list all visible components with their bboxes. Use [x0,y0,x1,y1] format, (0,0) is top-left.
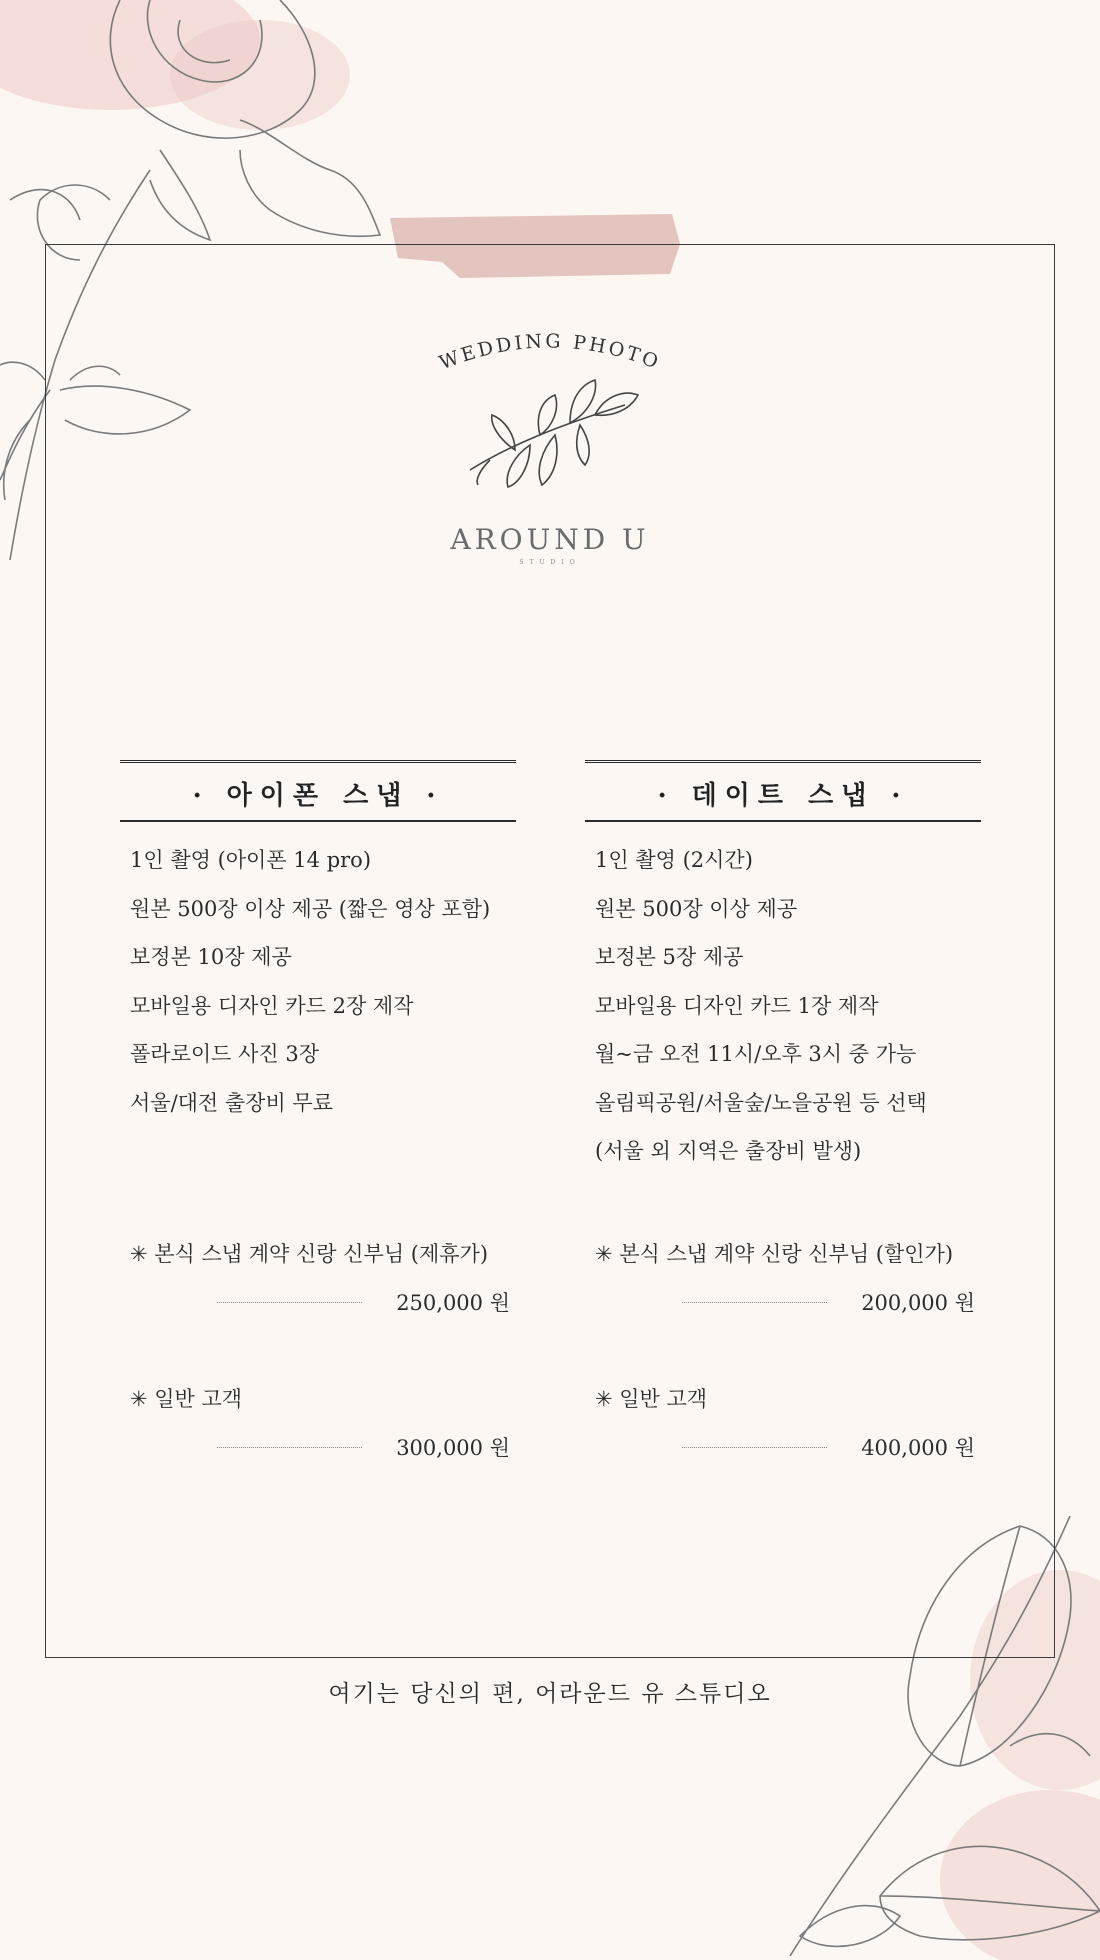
list-item: 월~금 오전 11시/오후 3시 중 가능 [595,1042,917,1066]
price-label: ✳ 일반 고객 [595,1387,708,1411]
list-item: (서울 외 지역은 출장비 발생) [595,1139,862,1163]
branch-icon [470,380,638,487]
iphone-price-general [120,1376,516,1472]
list-item: 1인 촬영 (아이폰 14 pro) [130,848,372,872]
logo-arc-text: WEDDING PHOTO [436,330,664,375]
price-label: ✳ 본식 스냅 계약 신랑 신부님 (제휴가) [130,1242,489,1266]
date-snap-column [585,760,981,1176]
brand-name: AROUND U [450,523,650,556]
list-item: 모바일용 디자인 카드 1장 제작 [595,993,879,1018]
list-item: 보정본 5장 제공 [595,945,744,969]
price-label: ✳ 일반 고객 [130,1387,243,1411]
iphone-snap-title: · 아이폰 스냅 · [120,760,516,822]
list-item: 모바일용 디자인 카드 2장 제작 [130,993,414,1018]
date-price-partner [585,1231,981,1327]
price-value: 400,000 원 [861,1436,975,1460]
studio-logo [420,325,680,575]
list-item: 보정본 10장 제공 [130,945,292,969]
brand-subtitle: STUDIO [519,559,581,566]
date-snap-title: · 데이트 스냅 · [585,760,981,822]
iphone-price-partner [120,1231,516,1327]
list-item: 원본 500장 이상 제공 [595,896,798,921]
list-item: 원본 500장 이상 제공 (짧은 영상 포함) [130,896,491,921]
dotted-leader [682,1302,827,1303]
dotted-leader [682,1447,827,1448]
footer-tagline: 여기는 당신의 편, 어라운드 유 스튜디오 [328,1681,772,1707]
price-value: 200,000 원 [861,1291,975,1315]
list-item: 서울/대전 출장비 무료 [130,1090,333,1115]
date-price-general [585,1376,981,1472]
price-label: ✳ 본식 스냅 계약 신랑 신부님 (할인가) [595,1242,954,1266]
price-value: 250,000 원 [396,1291,510,1315]
dotted-leader [217,1302,362,1303]
list-item: 폴라로이드 사진 3장 [130,1042,319,1066]
dotted-leader [217,1447,362,1448]
iphone-snap-column [120,760,516,1127]
list-item: 1인 촬영 (2시간) [595,848,753,872]
list-item: 올림픽공원/서울숲/노을공원 등 선택 [595,1090,927,1115]
price-value: 300,000 원 [396,1436,510,1460]
